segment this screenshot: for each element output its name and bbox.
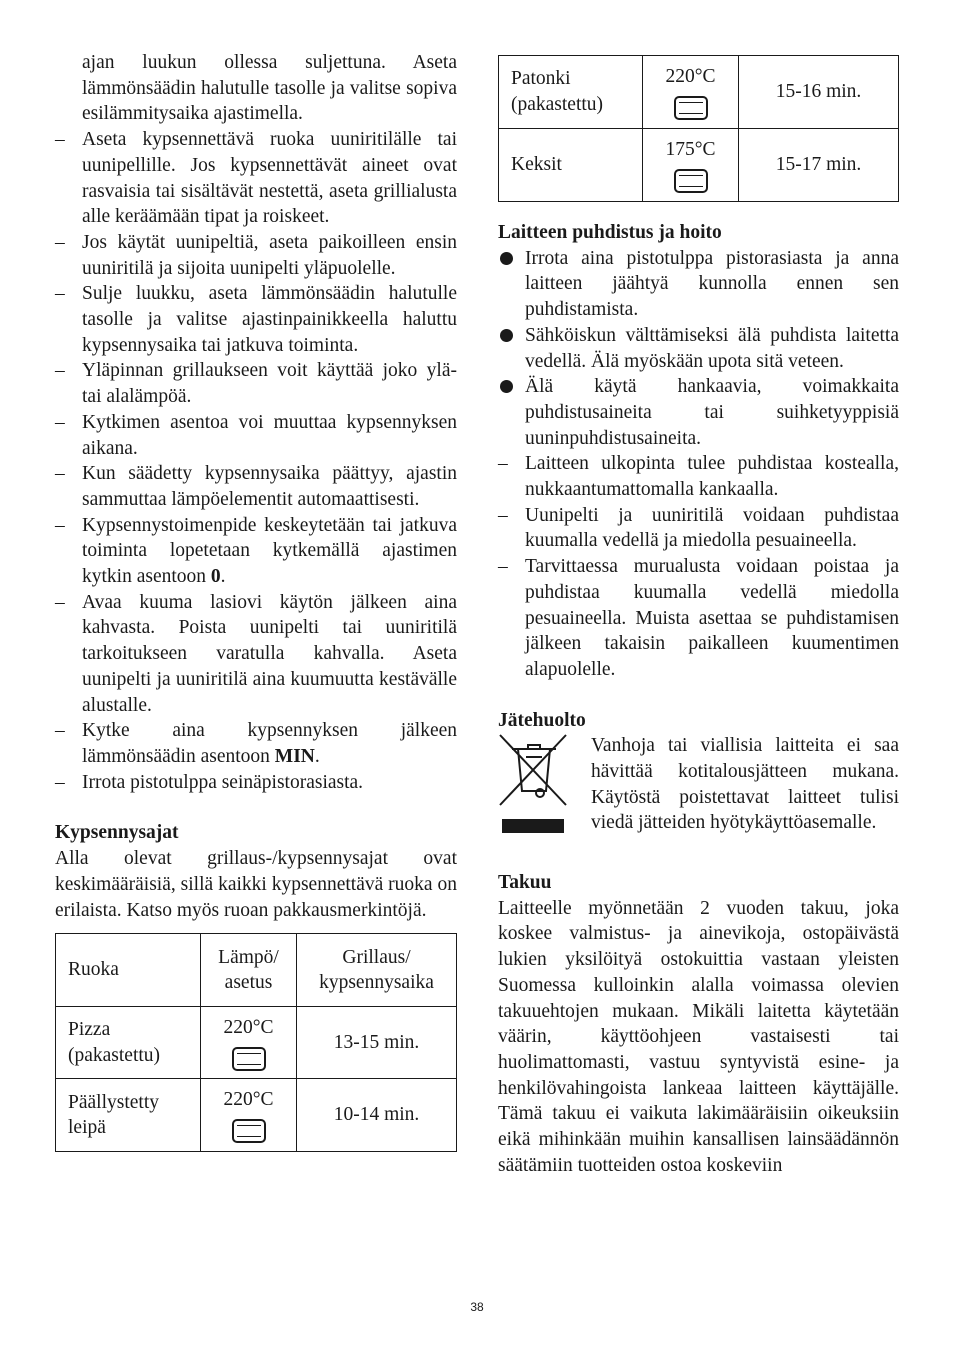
table-row [499, 129, 899, 202]
list-item: – Laitteen ulkopinta tulee puhdistaa kostealla, nukkaantumattomalla kankaalla. [498, 453, 899, 501]
cell-temp: 220°C [201, 1007, 297, 1079]
cell-time: 13-15 min. [297, 1007, 457, 1079]
section-text: Alla olevat grillaus-/kypsennysajat ovat keskimääräisiä, sillä kaikki kypsennettävä ruoka on erilaista. Katso myös ruoan pakkausmerkintöjä. [55, 848, 457, 921]
list-item: – Kytke aina kypsennyksen jälkeen lämmönsäädin asentoon MIN. [55, 720, 457, 767]
list-item: – Sulje luukku, aseta lämmönsäädin halutulle tasolle ja valitse ajastinpainikkeella haluttu kypsennysaika tai jatkuva toiminta. [55, 283, 457, 356]
header-food: Ruoka [56, 934, 201, 1007]
cell-food: Keksit [499, 129, 643, 202]
crossed-bin-icon [498, 733, 570, 837]
intro-text: ajan luukun ollessa suljettuna. Aseta lämmönsäädin halutulle tasolle ja valitse sopiva esilämmitysaika ajastimella. [82, 52, 457, 125]
cell-time: 15-17 min. [739, 129, 899, 202]
oven-heat-icon [232, 1047, 266, 1071]
cell-temp: 175°C [643, 129, 739, 202]
bullet-dot-icon [500, 329, 513, 342]
list-item: – Irrota pistotulppa seinäpistorasiasta. [55, 771, 364, 793]
spacer [498, 202, 899, 220]
oven-heat-icon [674, 96, 708, 120]
cooking-times-table-continued [498, 55, 899, 202]
table-row [56, 1079, 457, 1152]
section-heading: Takuu [498, 872, 552, 894]
header-time: Grillaus/ kypsennysaika [297, 934, 457, 1007]
list-item: Sähköiskun välttämiseksi älä puhdista laitetta vedellä. Älä myöskään upota sitä veteen. [498, 323, 899, 374]
bullet-dot-icon [500, 380, 513, 393]
left-column [55, 50, 457, 1152]
crossed-bin-icon [498, 733, 591, 845]
cell-time: 15-16 min. [739, 56, 899, 129]
cell-food: Pizza (pakastettu) [56, 1007, 201, 1079]
section-heading: Jätehuolto [498, 709, 586, 731]
spacer [55, 795, 457, 820]
right-column [498, 55, 899, 1179]
cell-food: Päällystetty leipä [56, 1079, 201, 1152]
cell-temp: 220°C [643, 56, 739, 129]
list-item: – Tarvittaessa murualusta voidaan poistaa ja puhdistaa kuumalla vedellä miedolla pesuaineella. Muista asettaa se puhdistamisen jälkeen takaisin paikalleen kuumentimen alapuolelle. [498, 556, 899, 680]
list-item: – Aseta kypsennettävä ruoka uuniritilälle tai uunipellille. Jos kypsennettävät aineet ovat rasvaisia tai sisältävät nestettä, aseta grillialusta alle keräämään tipat ja roiskeet. [55, 129, 457, 228]
oven-heat-icon [232, 1119, 266, 1143]
cooking-times-table [55, 933, 457, 1152]
list-item: – Uunipelti ja uuniritilä voidaan puhdistaa kuumalla vedellä ja miedolla pesuaineella. [498, 504, 899, 552]
list-item: Irrota aina pistotulppa pistorasiasta ja anna laitteen jäähtyä kunnolla ennen sen puhdistamista. [498, 246, 899, 323]
list-item: – Jos käytät uunipeltiä, aseta paikoilleen ensin uuniritilä ja sijoita uunipelti yläpuolelle. [55, 231, 457, 279]
section-heading: Laitteen puhdistus ja hoito [498, 222, 722, 243]
list-item: Älä käytä hankaavia, voimakkaita puhdistusaineita tai suihketyyppisiä uuninpuhdistusaineita. [498, 374, 899, 451]
list-item: – Yläpinnan grillaukseen voit käyttää joko ylä- tai alalämpöä. [55, 360, 457, 408]
section-heading: Kypsennysajat [55, 822, 179, 844]
waste-section [498, 733, 899, 845]
list-item: – Kytkimen asentoa voi muuttaa kypsennyksen aikana. [55, 411, 457, 459]
oven-heat-icon [674, 169, 708, 193]
table-header-row [56, 934, 457, 1007]
table-row [56, 1007, 457, 1079]
waste-text: Vanhoja tai viallisia laitteita ei saa hävittää kotitalousjätteen mukana. Käytöstä poistettavat laitteet tulisi viedä jätteiden hyötykäyttöasemalle. [591, 735, 899, 834]
bullet-dot-icon [500, 252, 513, 265]
spacer [498, 683, 899, 708]
page-number: 38 [470, 1300, 484, 1314]
cell-time: 10-14 min. [297, 1079, 457, 1152]
warranty-text: Laitteelle myönnetään 2 vuoden takuu, joka koskee valmistus- ja ainevikoja, ostopäivästä lukien yksilöityä ostokuittia vastaan yleisten Suomessa kulloinkin alalla voimassa olevien takuuehtojen mukaan. Mikäli laitetta käytetään väärin, käyttöohjeen vastaisesti tai huolimattomasti, vastuu syntyvistä esine- ja henkilövahingoista lankeaa laitteen käyttäjälle. Tämä takuu ei vaikuta lakimääräisiin oikeuksiin eikä mihinkään muihin kansallisen lainsäädännön säätämiin tuotteiden ostoa koskeviin [498, 897, 899, 1176]
cell-food: Patonki (pakastettu) [499, 56, 643, 129]
cell-temp: 220°C [201, 1079, 297, 1152]
table-row [499, 56, 899, 129]
spacer [498, 845, 899, 870]
list-item: – Kypsennystoimenpide keskeytetään tai jatkuva toiminta lopetetaan kytkemällä ajastimen kytkin asentoon 0. [55, 514, 457, 588]
list-item: – Avaa kuuma lasiovi käytön jälkeen aina kahvasta. Poista uunipelti tai uuniritilä tarkoitukseen varatulla kahvalla. Aseta uunipelti ja uuniritilä aina kuumuutta kestävälle alustalle. [55, 591, 457, 716]
list-item: – Kun säädetty kypsennysaika päättyy, ajastin sammuttaa lämpöelementit automaattisesti. [55, 463, 457, 510]
header-temp: Lämpö/ asetus [201, 934, 297, 1007]
